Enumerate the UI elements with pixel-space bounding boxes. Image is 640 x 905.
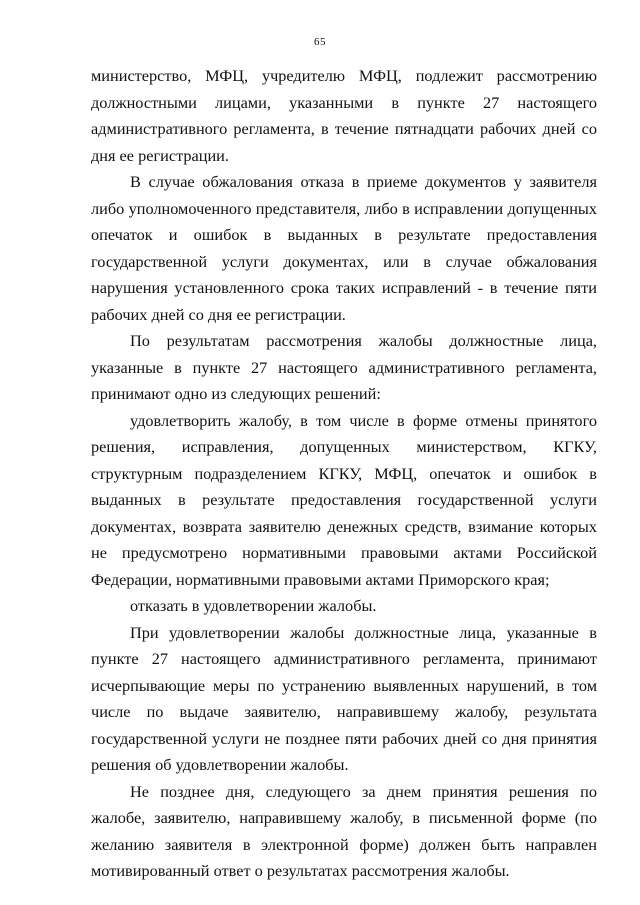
paragraph-refusal-appeal: В случае обжалования отказа в приеме документов у заявителя либо уполномоченного представителя, либо в исправлении допущенных опечаток и ошибок в выданных в результате предоставления государственной услуги документах, или в случае обжалования нарушения установленного срока таких исправлений - в течение пяти рабочих дней со дня ее регистрации.	[91, 172, 597, 324]
paragraph-decisions: По результатам рассмотрения жалобы должностные лица, указанные в пункте 27 настоящего административного регламента, принимают одно из следующих решений:	[91, 331, 597, 403]
page-number: 65	[314, 36, 326, 48]
paragraph-satisfy-complaint: удовлетворить жалобу, в том числе в форме отмены принятого решения, исправления, допущенных министерством, КГКУ, структурным подразделением КГКУ, МФЦ, опечаток и ошибок в выданных в результате предоставления государственной услуги документах, возврата заявителю денежных средств, взимание которых не предусмотрено нормативными правовыми актами Российской Федерации, нормативными правовыми актами Приморского края;	[91, 410, 597, 589]
paragraph-satisfaction-measures: При удовлетворении жалобы должностные лица, указанные в пункте 27 настоящего административного регламента, принимают исчерпывающие меры по устранению выявленных нарушений, в том числе по выдаче заявителю, направившему жалобу, результата государственной услуги не позднее пяти рабочих дней со дня принятия решения об удовлетворении жалобы.	[91, 622, 597, 774]
paragraph-refuse-complaint: отказать в удовлетворении жалобы.	[130, 596, 377, 615]
paragraph-reasoned-answer: Не позднее дня, следующего за днем принятия решения по жалобе, заявителю, направившему жалобу, в письменной форме (по желанию заявителя в электронной форме) должен быть направлен мотивированный ответ о результатах рассмотрения жалобы.	[91, 781, 597, 880]
document-body	[91, 63, 597, 885]
paragraph-continuation: министерство, МФЦ, учредителю МФЦ, подлежит рассмотрению должностными лицами, указанными в пункте 27 настоящего административного регламента, в течение пятнадцати рабочих дней со дня ее регистрации.	[91, 66, 597, 165]
